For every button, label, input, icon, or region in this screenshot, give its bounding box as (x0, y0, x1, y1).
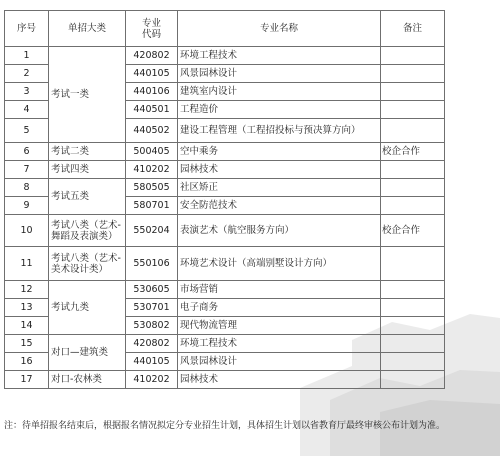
row-no: 13 (5, 299, 49, 317)
remark-cell (381, 83, 445, 101)
major-name: 建设工程管理（工程招投标与预决算方向） (178, 119, 381, 143)
category-cell: 对口-农林类 (49, 371, 126, 389)
header-code-line1: 专业 (141, 17, 161, 29)
category-cell: 考试八类（艺术-美术设计类） (49, 247, 126, 281)
remark-cell (381, 65, 445, 83)
row-no: 16 (5, 353, 49, 371)
row-no: 4 (5, 101, 49, 119)
category-cell: 考试五类 (49, 179, 126, 215)
major-code: 420802 (126, 47, 178, 65)
remark-cell (381, 101, 445, 119)
header-name: 专业名称 (178, 11, 381, 47)
header-no: 序号 (5, 11, 49, 47)
major-name: 风景园林设计 (178, 353, 381, 371)
row-no: 12 (5, 281, 49, 299)
table-row (5, 161, 445, 179)
remark-cell (381, 281, 445, 299)
major-name: 空中乘务 (178, 143, 381, 161)
remark-cell (381, 47, 445, 65)
major-name: 表演艺术（航空服务方向） (178, 215, 381, 247)
major-code: 440105 (126, 65, 178, 83)
row-no: 10 (5, 215, 49, 247)
row-no: 1 (5, 47, 49, 65)
major-name: 安全防范技术 (178, 197, 381, 215)
row-no: 2 (5, 65, 49, 83)
row-no: 17 (5, 371, 49, 389)
category-cell: 考试一类 (49, 47, 126, 143)
remark-cell: 校企合作 (381, 215, 445, 247)
category-cell: 考试二类 (49, 143, 126, 161)
remark-cell (381, 247, 445, 281)
major-code: 580505 (126, 179, 178, 197)
remark-cell (381, 371, 445, 389)
table-row (5, 371, 445, 389)
major-code: 550106 (126, 247, 178, 281)
remark-cell: 校企合作 (381, 143, 445, 161)
remark-cell (381, 317, 445, 335)
major-code: 410202 (126, 371, 178, 389)
major-name: 工程造价 (178, 101, 381, 119)
remark-cell (381, 353, 445, 371)
table-row (5, 179, 445, 197)
remark-cell (381, 179, 445, 197)
major-code: 580701 (126, 197, 178, 215)
table-row (5, 47, 445, 65)
major-name: 园林技术 (178, 161, 381, 179)
major-code: 550204 (126, 215, 178, 247)
row-no: 7 (5, 161, 49, 179)
remark-cell (381, 335, 445, 353)
table-row (5, 215, 445, 247)
header-category: 单招大类 (49, 11, 126, 47)
major-name: 园林技术 (178, 371, 381, 389)
header-code (126, 11, 178, 47)
table-row (5, 335, 445, 353)
remark-cell (381, 119, 445, 143)
major-code: 440105 (126, 353, 178, 371)
remark-cell (381, 161, 445, 179)
major-name: 建筑室内设计 (178, 83, 381, 101)
major-code: 420802 (126, 335, 178, 353)
row-no: 6 (5, 143, 49, 161)
table-header-row (5, 11, 445, 47)
category-cell: 对口—建筑类 (49, 335, 126, 371)
major-name: 环境艺术设计（高端别墅设计方向） (178, 247, 381, 281)
row-no: 11 (5, 247, 49, 281)
row-no: 8 (5, 179, 49, 197)
row-no: 14 (5, 317, 49, 335)
table-row (5, 247, 445, 281)
major-name: 市场营销 (178, 281, 381, 299)
major-code: 530802 (126, 317, 178, 335)
row-no: 9 (5, 197, 49, 215)
major-name: 社区矫正 (178, 179, 381, 197)
footnote: 注：待单招报名结束后，根据报名情况拟定分专业招生计划，具体招生计划以省教育厅最终审核公布计划为准。 (4, 421, 446, 431)
major-code: 530701 (126, 299, 178, 317)
major-code: 440106 (126, 83, 178, 101)
major-name: 环境工程技术 (178, 47, 381, 65)
header-code-line2: 代码 (141, 28, 161, 40)
table-row (5, 281, 445, 299)
major-code: 530605 (126, 281, 178, 299)
table-row (5, 143, 445, 161)
majors-table (4, 10, 445, 389)
row-no: 5 (5, 119, 49, 143)
major-name: 现代物流管理 (178, 317, 381, 335)
major-code: 500405 (126, 143, 178, 161)
category-cell: 考试八类（艺术-舞蹈及表演类） (49, 215, 126, 247)
remark-cell (381, 299, 445, 317)
row-no: 15 (5, 335, 49, 353)
major-name: 环境工程技术 (178, 335, 381, 353)
major-code: 410202 (126, 161, 178, 179)
major-code: 440501 (126, 101, 178, 119)
major-code: 440502 (126, 119, 178, 143)
category-cell: 考试九类 (49, 281, 126, 335)
major-name: 风景园林设计 (178, 65, 381, 83)
category-cell: 考试四类 (49, 161, 126, 179)
header-note: 备注 (381, 11, 445, 47)
remark-cell (381, 197, 445, 215)
row-no: 3 (5, 83, 49, 101)
major-name: 电子商务 (178, 299, 381, 317)
